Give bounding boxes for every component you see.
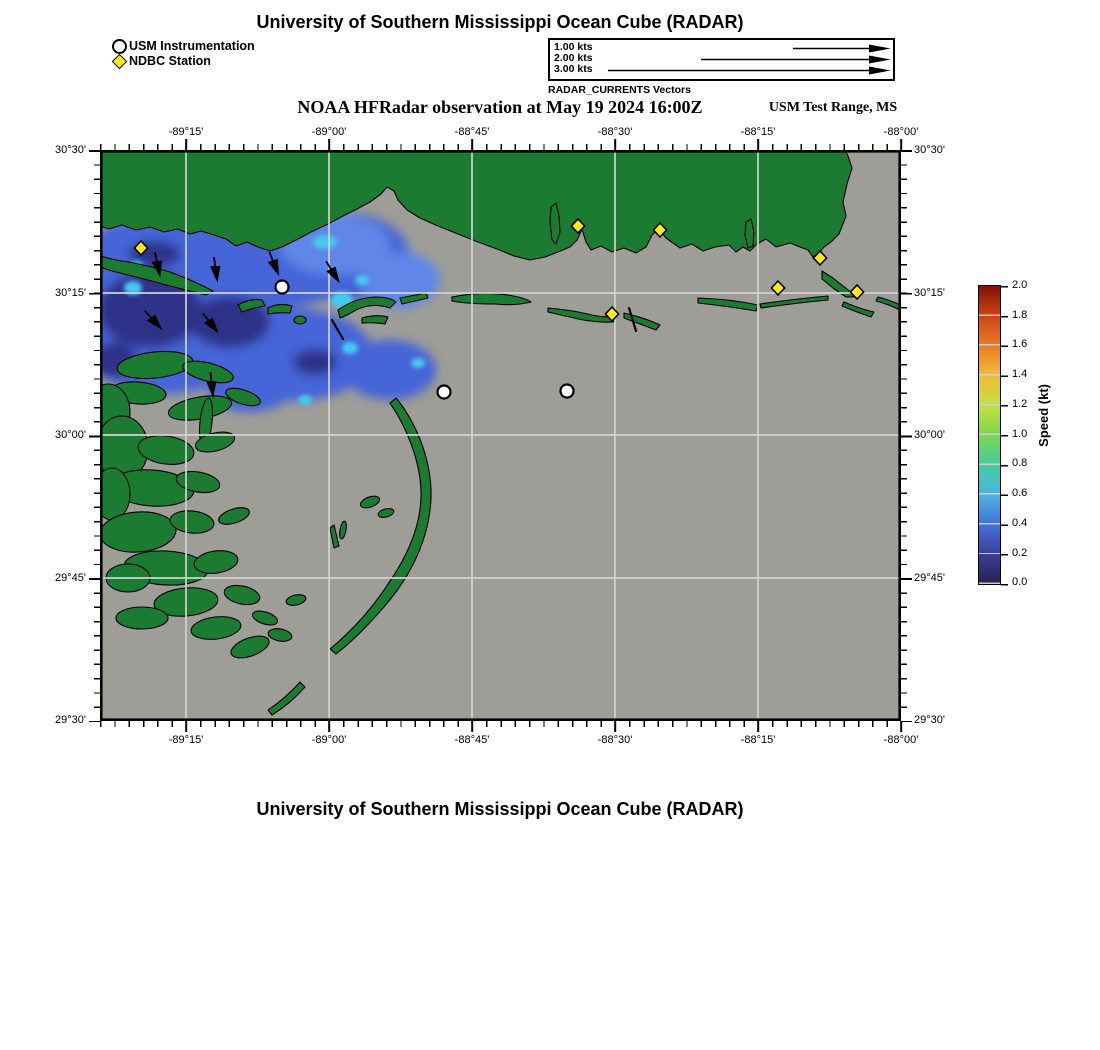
y-axis-tick-label: 29°30' (55, 714, 86, 726)
colorbar-tick-label: 0.6 (1012, 487, 1028, 499)
y-axis-tick-label: 30°30' (914, 144, 945, 156)
vector-scale-arrows (550, 40, 893, 79)
x-axis-tick-label: -89°00' (311, 126, 347, 138)
ndbc-diamond-icon (112, 54, 128, 70)
axis-ticks-right-minor (901, 150, 907, 722)
colorbar-tick-label: 0.0 (1012, 576, 1028, 588)
y-axis-tick-label: 30°00' (55, 429, 86, 441)
x-axis-tick-label: -88°30' (597, 734, 633, 746)
page-title: University of Southern Mississippi Ocean Cube (RADAR) (256, 12, 744, 32)
colorbar-tick-lines (979, 286, 1000, 584)
legend-ndbc-label: NDBC Station (129, 54, 211, 68)
y-axis-tick-label: 29°30' (914, 714, 945, 726)
y-axis-tick-label: 30°15' (914, 287, 945, 299)
usm-circle-icon (276, 281, 289, 294)
usm-circle-icon (438, 386, 451, 399)
map-svg (100, 150, 901, 721)
colorbar-tick-label: 1.0 (1012, 428, 1028, 440)
x-axis-tick-label: -89°00' (311, 734, 347, 746)
x-axis-tick-label: -88°30' (597, 126, 633, 138)
range-label: USM Test Range, MS (768, 100, 898, 115)
colorbar-tick-label: 1.8 (1012, 309, 1028, 321)
map-subtitle: NOAA HFRadar observation at May 19 2024 16:00Z (297, 97, 703, 117)
axis-ticks-bottom-minor (100, 721, 903, 727)
x-axis-tick-label: -88°00' (883, 734, 919, 746)
vector-scale-caption: RADAR_CURRENTS Vectors (548, 84, 691, 96)
colorbar-tick-label: 1.2 (1012, 398, 1028, 410)
y-axis-tick-label: 29°45' (914, 572, 945, 584)
colorbar-tick-label: 0.8 (1012, 457, 1028, 469)
y-axis-tick-label: 30°00' (914, 429, 945, 441)
x-axis-tick-label: -88°15' (740, 126, 776, 138)
x-axis-tick-label: -88°45' (454, 734, 490, 746)
colorbar-tick-label: 0.4 (1012, 517, 1028, 529)
x-axis-tick-label: -89°15' (168, 126, 204, 138)
colorbar-tick-label: 0.2 (1012, 547, 1028, 559)
vector-scale-box (548, 38, 895, 81)
vector-scale-1kt: 1.00 kts (554, 41, 593, 53)
colorbar-tick-label: 2.0 (1012, 279, 1028, 291)
footer-title: University of Southern Mississippi Ocean Cube (RADAR) (256, 799, 744, 819)
land-polygons (100, 150, 900, 715)
usm-circle-icon (112, 39, 127, 54)
vector-scale-3kt: 3.00 kts (554, 63, 593, 75)
x-axis-tick-label: -88°15' (740, 734, 776, 746)
colorbar-title: Speed (kt) (1036, 384, 1051, 447)
colorbar-tick-label: 1.4 (1012, 368, 1028, 380)
map-canvas (100, 150, 901, 721)
usm-circle-icon (561, 385, 574, 398)
vector-scale-2kt: 2.00 kts (554, 52, 593, 64)
y-axis-tick-label: 29°45' (55, 572, 86, 584)
x-axis-tick-label: -89°15' (168, 734, 204, 746)
colorbar-tick-label: 1.6 (1012, 338, 1028, 350)
colorbar-ticks (1001, 286, 1008, 586)
x-axis-tick-label: -88°00' (883, 126, 919, 138)
x-axis-tick-label: -88°45' (454, 126, 490, 138)
legend-usm-label: USM Instrumentation (129, 39, 255, 53)
y-axis-tick-label: 30°30' (55, 144, 86, 156)
y-axis-tick-label: 30°15' (55, 287, 86, 299)
